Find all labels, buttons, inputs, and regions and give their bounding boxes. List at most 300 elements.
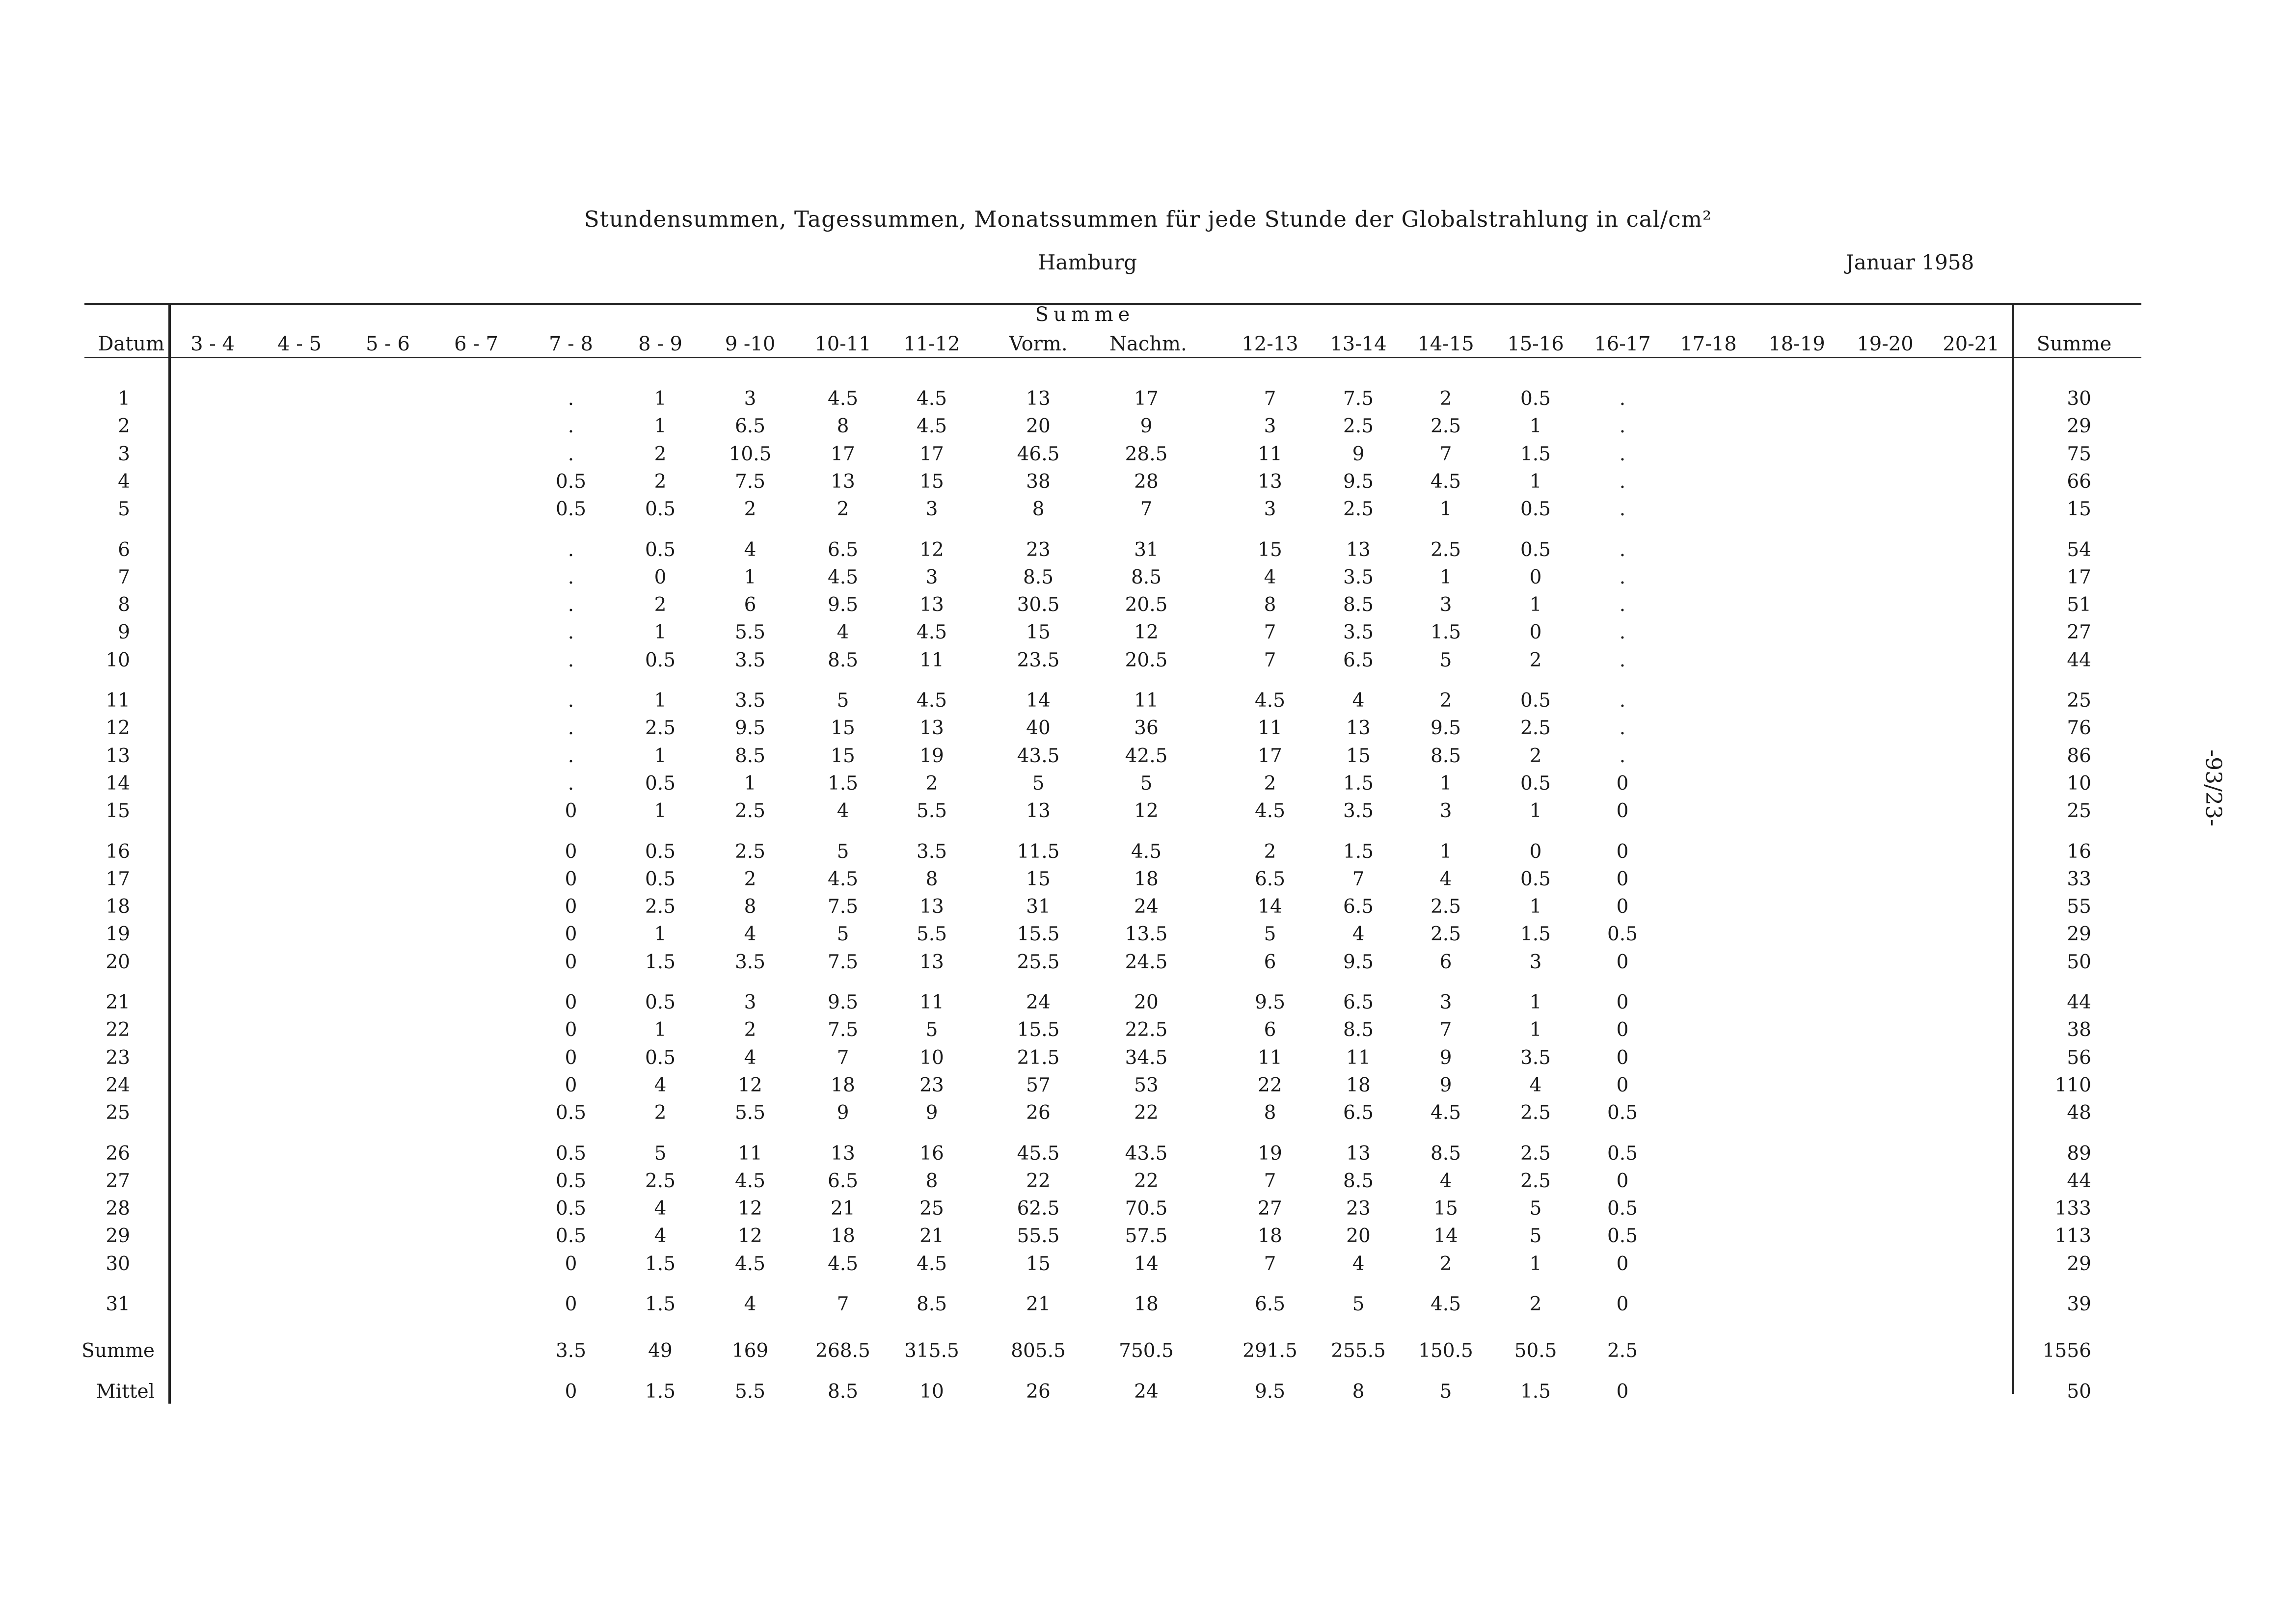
table-cell: 2 [744,868,756,890]
header-datum: Datum [98,333,164,355]
totals-cell: 1.5 [645,1381,676,1403]
table-cell: 2.5 [1430,538,1461,561]
header-col-19: 19-20 [1857,333,1914,355]
totals-cell: 255.5 [1331,1340,1386,1362]
header-col-10: Vorm. [1009,333,1068,355]
table-cell: . [1619,498,1626,521]
summe-group-label: Summe [1035,303,1135,326]
table-cell: 9.5 [827,594,859,616]
table-cell: 0 [1616,800,1629,823]
table-cell: 0.5 [645,1046,676,1069]
table-cell: 3.5 [916,840,947,863]
table-cell: 5.5 [734,621,766,644]
table-cell: . [567,443,574,465]
table-cell: 10 [919,1046,944,1069]
table-cell: 0 [1616,1046,1629,1069]
table-cell: 28 [1134,470,1159,493]
table-cell: 2.5 [645,896,676,918]
table-cell: 6.5 [827,538,859,561]
table-cell: 1.5 [645,951,676,973]
table-cell: 0 [565,1074,577,1096]
table-cell: 4 [744,1293,756,1315]
table-cell: 22.5 [1125,1019,1168,1041]
table-cell: 70.5 [1125,1197,1168,1220]
table-cell: 15 [919,470,944,493]
table-cell: 0.5 [555,1197,587,1220]
table-cell: 14 [1134,1252,1159,1275]
totals-cell: 315.5 [904,1340,959,1362]
table-cell: 11 [1258,1046,1282,1069]
table-cell: 8.5 [1343,594,1374,616]
table-cell: 21.5 [1017,1046,1060,1069]
table-cell: 3.5 [1520,1046,1551,1069]
table-cell: 11 [1258,717,1282,740]
table-cell: 1 [654,388,667,410]
table-cell: 8.5 [1131,566,1162,588]
row-total-cell: 29 [2067,415,2091,438]
table-cell: 2 [744,1019,756,1041]
table-cell: 0.5 [555,1142,587,1165]
header-col-6: 8 - 9 [638,333,682,355]
table-cell: 13 [1026,388,1051,410]
row-total-cell: 15 [2067,498,2091,521]
table-cell: 4.5 [1254,690,1286,712]
header-col-11: Nachm. [1109,333,1187,355]
table-cell: 3 [925,498,938,521]
datum-cell: 17 [106,868,130,890]
table-cell: 3 [925,566,938,588]
datum-cell: 28 [106,1197,130,1220]
table-cell: 11 [919,649,944,671]
table-cell: 4 [1352,690,1365,712]
table-cell: 2 [1529,1293,1542,1315]
table-cell: 5 [654,1142,667,1165]
table-cell: 6.5 [1343,649,1374,671]
datum-divider [168,304,171,1404]
month-label: Januar 1958 [1846,250,1974,274]
table-cell: 23.5 [1017,649,1060,671]
table-cell: 1 [654,690,667,712]
table-cell: 0 [1529,621,1542,644]
table-cell: 2 [654,470,667,493]
table-cell: 0 [565,868,577,890]
table-cell: 3 [1264,415,1276,438]
table-cell: 15.5 [1017,1019,1060,1041]
table-cell: 2.5 [1520,1170,1551,1192]
table-cell: 1 [654,800,667,823]
totals-cell: 3.5 [555,1340,587,1362]
table-cell: 13 [1026,800,1051,823]
table-cell: 7 [1439,443,1452,465]
table-cell: 22 [1134,1170,1159,1192]
table-cell: 0 [1529,840,1542,863]
table-cell: 7 [837,1046,849,1069]
table-cell: 0 [1616,1074,1629,1096]
table-cell: 5 [837,923,849,946]
table-cell: 0 [1616,991,1629,1013]
table-cell: . [1619,388,1626,410]
table-cell: 1 [654,415,667,438]
totals-sum-cell: 50 [2067,1381,2091,1403]
header-col-17: 17-18 [1680,333,1737,355]
table-cell: . [567,690,574,712]
table-cell: 0.5 [645,991,676,1013]
table-cell: . [1619,566,1626,588]
table-cell: 2.5 [1520,1102,1551,1124]
datum-cell: 29 [106,1225,130,1248]
table-cell: 7 [1264,1252,1276,1275]
table-cell: 4.5 [916,415,947,438]
table-cell: 1 [654,1019,667,1041]
totals-cell: 291.5 [1243,1340,1297,1362]
row-total-cell: 48 [2067,1102,2091,1124]
header-summe: Summe [2036,333,2112,355]
table-cell: 46.5 [1017,443,1060,465]
table-cell: 2 [1264,840,1276,863]
table-cell: 4.5 [827,566,859,588]
totals-cell: 0 [1616,1381,1629,1403]
table-cell: 0.5 [645,840,676,863]
table-cell: 13 [919,951,944,973]
header-col-18: 18-19 [1768,333,1825,355]
table-cell: 7 [1439,1019,1452,1041]
datum-cell: 24 [106,1074,130,1096]
row-total-cell: 86 [2067,745,2091,767]
table-cell: 22 [1258,1074,1282,1096]
table-cell: 0 [565,840,577,863]
table-cell: 0 [565,1252,577,1275]
row-total-cell: 50 [2067,951,2091,973]
table-cell: 30.5 [1017,594,1060,616]
table-cell: 0.5 [1607,1142,1638,1165]
table-cell: 13 [1258,470,1282,493]
table-cell: 9.5 [1343,470,1374,493]
totals-cell: 50.5 [1514,1340,1557,1362]
table-cell: 2 [1264,772,1276,795]
table-cell: 20.5 [1125,594,1168,616]
table-cell: 4.5 [1430,1102,1461,1124]
table-cell: 0 [565,1293,577,1315]
datum-cell: 25 [106,1102,130,1124]
table-cell: 2 [654,443,667,465]
table-cell: 20 [1346,1225,1371,1248]
table-cell: 23 [919,1074,944,1096]
header-col-13: 13-14 [1330,333,1387,355]
datum-cell: 12 [106,717,130,740]
table-cell: 6.5 [1254,868,1286,890]
totals-cell: 49 [648,1340,673,1362]
table-cell: . [1619,649,1626,671]
table-cell: 21 [1026,1293,1051,1315]
table-cell: 4 [1264,566,1276,588]
table-cell: 0 [1616,1252,1629,1275]
table-cell: 11.5 [1017,840,1060,863]
row-total-cell: 56 [2067,1046,2091,1069]
table-cell: 38 [1026,470,1051,493]
table-cell: 7 [1264,621,1276,644]
table-cell: 1.5 [827,772,859,795]
table-cell: 7 [837,1293,849,1315]
row-total-cell: 51 [2067,594,2091,616]
table-cell: 2.5 [645,717,676,740]
table-cell: 3 [744,388,756,410]
header-col-3: 5 - 6 [366,333,410,355]
table-cell: 0 [565,1019,577,1041]
table-cell: . [1619,717,1626,740]
table-cell: 1.5 [1520,443,1551,465]
header-col-14: 14-15 [1417,333,1474,355]
table-cell: 7 [1352,868,1365,890]
row-total-cell: 55 [2067,896,2091,918]
table-cell: 0.5 [555,1102,587,1124]
totals-cell: 0 [565,1381,577,1403]
table-cell: 4.5 [827,388,859,410]
header-col-15: 15-16 [1507,333,1564,355]
row-total-cell: 133 [2054,1197,2091,1220]
table-cell: 12 [1134,800,1159,823]
table-cell: 13 [919,594,944,616]
table-cell: 8.5 [734,745,766,767]
table-cell: 28.5 [1125,443,1168,465]
table-cell: 5 [1032,772,1045,795]
table-cell: 0 [565,923,577,946]
table-cell: 4 [1352,923,1365,946]
table-cell: 1 [1529,896,1542,918]
table-cell: 0 [565,991,577,1013]
table-cell: 4.5 [916,1252,947,1275]
header-col-8: 10-11 [814,333,871,355]
table-cell: 0.5 [1607,1102,1638,1124]
header-col-12: 12-13 [1242,333,1298,355]
table-cell: 2 [925,772,938,795]
table-cell: 3 [744,991,756,1013]
table-cell: 4.5 [1254,800,1286,823]
totals-sum-cell: 1556 [2042,1340,2091,1362]
table-cell: 5 [925,1019,938,1041]
table-cell: 6 [1264,951,1276,973]
table-cell: 18 [1346,1074,1371,1096]
totals-cell: 268.5 [815,1340,870,1362]
table-cell: 3.5 [1343,621,1374,644]
table-cell: 31 [1134,538,1159,561]
table-cell: 13 [919,896,944,918]
table-cell: 4 [744,538,756,561]
table-cell: 14 [1433,1225,1458,1248]
table-cell: 13 [831,1142,855,1165]
table-cell: 0.5 [555,1170,587,1192]
datum-cell: 2 [118,415,130,438]
totals-cell: 750.5 [1119,1340,1174,1362]
table-cell: 8.5 [1343,1170,1374,1192]
row-total-cell: 29 [2067,923,2091,946]
table-cell: 0 [1616,840,1629,863]
table-cell: 8.5 [1023,566,1054,588]
table-cell: 6.5 [1343,991,1374,1013]
table-cell: 5 [1264,923,1276,946]
table-cell: 5 [1529,1225,1542,1248]
table-cell: 4.5 [827,1252,859,1275]
table-cell: 0.5 [645,772,676,795]
table-cell: 5 [1529,1197,1542,1220]
table-cell: 15 [1026,868,1051,890]
header-col-16: 16-17 [1594,333,1651,355]
table-cell: . [1619,745,1626,767]
datum-cell: 20 [106,951,130,973]
table-cell: 4 [1439,1170,1452,1192]
table-cell: 12 [1134,621,1159,644]
table-cell: 2 [837,498,849,521]
table-cell: 2 [744,498,756,521]
datum-cell: 18 [106,896,130,918]
table-cell: 20 [1026,415,1051,438]
table-cell: 9 [1140,415,1153,438]
table-cell: 3.5 [734,951,766,973]
row-total-cell: 76 [2067,717,2091,740]
table-cell: 2.5 [1520,1142,1551,1165]
table-cell: . [567,566,574,588]
row-total-cell: 44 [2067,991,2091,1013]
totals-label: Mittel [96,1381,155,1403]
table-cell: 4.5 [827,868,859,890]
datum-cell: 27 [106,1170,130,1192]
table-cell: 1 [1529,991,1542,1013]
table-cell: 2 [1439,1252,1452,1275]
table-cell: 9 [1352,443,1365,465]
table-cell: 2.5 [645,1170,676,1192]
table-cell: 18 [831,1225,855,1248]
location-label: Hamburg [1037,250,1137,274]
table-cell: 0.5 [1520,690,1551,712]
table-cell: 0.5 [1520,772,1551,795]
table-cell: 2.5 [734,800,766,823]
table-cell: 43.5 [1125,1142,1168,1165]
table-cell: 27 [1258,1197,1282,1220]
table-cell: 5 [1352,1293,1365,1315]
table-cell: 0 [1616,868,1629,890]
table-cell: 4 [654,1225,667,1248]
table-cell: 8.5 [1430,1142,1461,1165]
table-cell: 4.5 [916,388,947,410]
table-cell: 2 [1529,649,1542,671]
table-cell: 1.5 [645,1252,676,1275]
header-col-20: 20-21 [1943,333,1999,355]
table-cell: 0 [1529,566,1542,588]
table-cell: 13 [1346,538,1371,561]
table-cell: 53 [1134,1074,1159,1096]
table-cell: 0 [1616,1293,1629,1315]
table-cell: 11 [1134,690,1159,712]
totals-cell: 5.5 [734,1381,766,1403]
table-cell: 1.5 [1520,923,1551,946]
table-cell: . [1619,621,1626,644]
table-cell: 7 [1140,498,1153,521]
row-total-cell: 29 [2067,1252,2091,1275]
table-cell: 5 [837,690,849,712]
table-cell: 7.5 [734,470,766,493]
table-cell: 12 [919,538,944,561]
table-cell: 22 [1134,1102,1159,1124]
table-cell: 16 [919,1142,944,1165]
table-cell: 2.5 [1430,896,1461,918]
table-cell: 0.5 [1520,498,1551,521]
header-col-1: 3 - 4 [190,333,235,355]
row-total-cell: 25 [2067,690,2091,712]
table-cell: 13 [831,470,855,493]
table-cell: 19 [919,745,944,767]
table-cell: 13 [919,717,944,740]
datum-cell: 26 [106,1142,130,1165]
table-cell: . [1619,594,1626,616]
totals-label: Summe [81,1340,155,1362]
row-total-cell: 25 [2067,800,2091,823]
table-cell: 55.5 [1017,1225,1060,1248]
datum-cell: 7 [118,566,130,588]
table-cell: 0 [654,566,667,588]
table-cell: 12 [738,1225,762,1248]
table-cell: 8.5 [827,649,859,671]
table-cell: 11 [919,991,944,1013]
table-cell: . [567,594,574,616]
table-cell: 17 [1134,388,1159,410]
header-col-9: 11-12 [903,333,960,355]
datum-cell: 21 [106,991,130,1013]
table-cell: 11 [1258,443,1282,465]
table-cell: 5.5 [734,1102,766,1124]
table-cell: 24 [1026,991,1051,1013]
table-cell: 1 [1529,470,1542,493]
table-cell: 15 [1026,621,1051,644]
table-cell: 0 [565,951,577,973]
table-cell: 8.5 [1430,745,1461,767]
table-cell: 8 [1264,1102,1276,1124]
row-total-cell: 33 [2067,868,2091,890]
table-cell: 0.5 [1520,388,1551,410]
table-cell: 13.5 [1125,923,1168,946]
datum-cell: 22 [106,1019,130,1041]
totals-cell: 8 [1352,1381,1365,1403]
table-cell: 20 [1134,991,1159,1013]
table-cell: 9.5 [734,717,766,740]
row-total-cell: 30 [2067,388,2091,410]
table-cell: 1 [1439,498,1452,521]
table-cell: 1 [654,745,667,767]
table-cell: . [1619,443,1626,465]
table-cell: 6.5 [1343,1102,1374,1124]
table-cell: 4 [1352,1252,1365,1275]
table-cell: 3 [1439,991,1452,1013]
table-cell: 15 [831,717,855,740]
table-cell: 4 [744,1046,756,1069]
datum-cell: 23 [106,1046,130,1069]
table-cell: 9 [837,1102,849,1124]
table-cell: 0.5 [1520,868,1551,890]
datum-cell: 13 [106,745,130,767]
page-title: Stundensummen, Tagessummen, Monatssummen für jede Stunde der Globalstrahlung in cal/cm² [584,206,1712,232]
row-total-cell: 44 [2067,649,2091,671]
table-cell: . [567,745,574,767]
table-cell: 23 [1346,1197,1371,1220]
table-cell: 1 [1529,1019,1542,1041]
table-cell: 4.5 [1131,840,1162,863]
table-cell: 3 [1264,498,1276,521]
table-cell: . [567,388,574,410]
table-cell: 43.5 [1017,745,1060,767]
table-cell: 0 [1616,951,1629,973]
table-cell: 4 [654,1074,667,1096]
table-cell: 15.5 [1017,923,1060,946]
table-cell: 0 [1616,772,1629,795]
table-cell: 7 [1264,1170,1276,1192]
